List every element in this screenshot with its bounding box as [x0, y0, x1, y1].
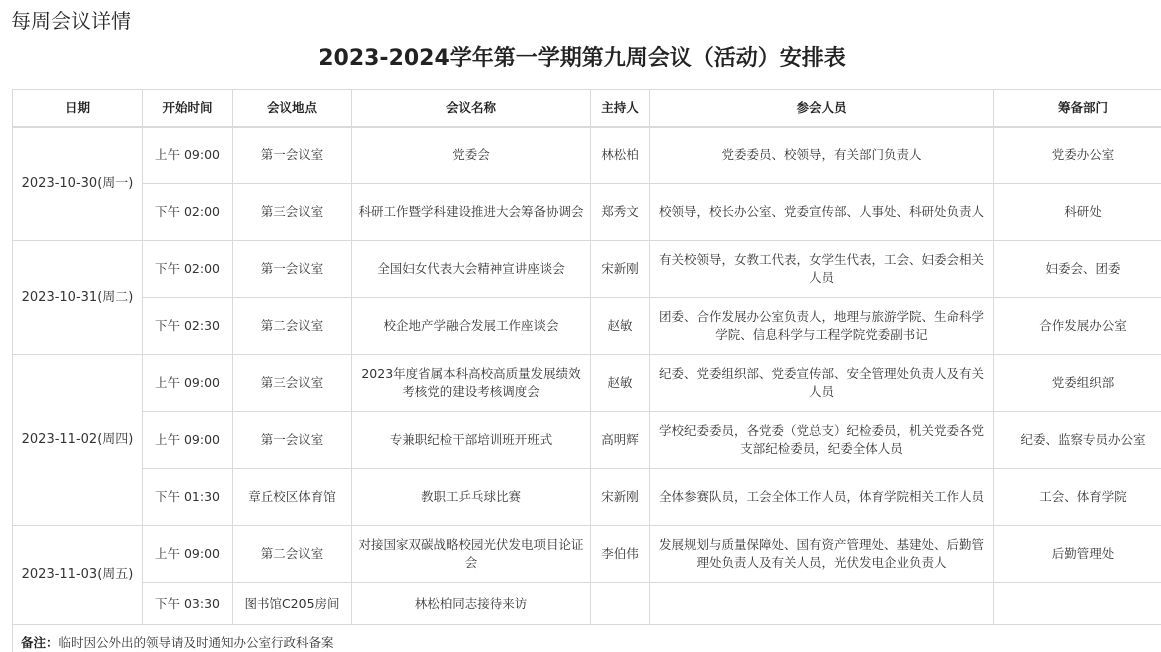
host-cell: 林松柏 — [591, 127, 650, 184]
document-title: 2023-2024学年第一学期第九周会议（活动）安排表 — [318, 46, 846, 71]
department-cell: 工会、体育学院 — [994, 469, 1161, 526]
location-cell: 章丘校区体育馆 — [233, 469, 352, 526]
location-cell: 第一会议室 — [233, 241, 352, 298]
attendees-cell: 学校纪委委员，各党委（党总支）纪检委员，机关党委各党支部纪检委员，纪委全体人员 — [650, 412, 994, 469]
page-heading: 每周会议详情 — [11, 9, 131, 33]
meeting-name-cell: 校企地产学融合发展工作座谈会 — [352, 298, 591, 355]
host-cell: 李伯伟 — [591, 526, 650, 583]
time-cell: 下午 01:30 — [143, 469, 233, 526]
department-cell: 妇委会、团委 — [994, 241, 1161, 298]
location-cell: 第三会议室 — [233, 184, 352, 241]
location-cell: 第一会议室 — [233, 412, 352, 469]
table-header-row — [13, 90, 1161, 127]
time-cell: 下午 02:00 — [143, 241, 233, 298]
department-cell: 合作发展办公室 — [994, 298, 1161, 355]
time-cell: 上午 09:00 — [143, 355, 233, 412]
column-header-host: 主持人 — [591, 90, 650, 127]
host-cell: 赵敏 — [591, 355, 650, 412]
table-row — [13, 184, 1161, 241]
attendees-cell: 校领导，校长办公室、党委宣传部、人事处、科研处负责人 — [650, 184, 994, 241]
attendees-cell: 党委委员、校领导，有关部门负责人 — [650, 127, 994, 184]
meeting-name-cell: 科研工作暨学科建设推进大会筹备协调会 — [352, 184, 591, 241]
date-cell: 2023-10-30(周一) — [13, 127, 143, 241]
host-cell: 赵敏 — [591, 298, 650, 355]
meeting-name-cell: 对接国家双碳战略校园光伏发电项目论证会 — [352, 526, 591, 583]
host-cell: 郑秀文 — [591, 184, 650, 241]
schedule-table — [12, 89, 1161, 652]
department-cell: 后勤管理处 — [994, 526, 1161, 583]
host-cell: 宋新刚 — [591, 241, 650, 298]
location-cell: 第二会议室 — [233, 526, 352, 583]
department-cell — [994, 583, 1161, 625]
date-cell: 2023-11-02(周四) — [13, 355, 143, 526]
column-header-start-time: 开始时间 — [143, 90, 233, 127]
time-cell: 上午 09:00 — [143, 412, 233, 469]
attendees-cell: 团委、合作发展办公室负责人，地理与旅游学院、生命科学学院、信息科学与工程学院党委副书记 — [650, 298, 994, 355]
date-cell: 2023-10-31(周二) — [13, 241, 143, 355]
note-cell — [13, 625, 1161, 652]
meeting-name-cell: 林松柏同志接待来访 — [352, 583, 591, 625]
department-cell: 纪委、监察专员办公室 — [994, 412, 1161, 469]
table-row — [13, 583, 1161, 625]
note-row — [13, 625, 1161, 652]
host-cell — [591, 583, 650, 625]
meeting-name-cell: 教职工乒乓球比赛 — [352, 469, 591, 526]
meeting-name-cell: 2023年度省属本科高校高质量发展绩效考核党的建设考核调度会 — [352, 355, 591, 412]
note-label: 备注： — [21, 634, 59, 650]
meeting-name-cell: 全国妇女代表大会精神宣讲座谈会 — [352, 241, 591, 298]
attendees-cell: 全体参赛队员，工会全体工作人员，体育学院相关工作人员 — [650, 469, 994, 526]
meeting-name-cell: 专兼职纪检干部培训班开班式 — [352, 412, 591, 469]
table-row — [13, 355, 1161, 412]
date-cell: 2023-11-03(周五) — [13, 526, 143, 625]
time-cell: 下午 02:00 — [143, 184, 233, 241]
time-cell: 下午 02:30 — [143, 298, 233, 355]
table-row — [13, 412, 1161, 469]
table-row — [13, 127, 1161, 184]
attendees-cell: 发展规划与质量保障处、国有资产管理处、基建处、后勤管理处负责人及有关人员，光伏发电企业负责人 — [650, 526, 994, 583]
department-cell: 党委组织部 — [994, 355, 1161, 412]
column-header-meeting-name: 会议名称 — [352, 90, 591, 127]
column-header-location: 会议地点 — [233, 90, 352, 127]
location-cell: 第一会议室 — [233, 127, 352, 184]
host-cell: 高明辉 — [591, 412, 650, 469]
host-cell: 宋新刚 — [591, 469, 650, 526]
column-header-date: 日期 — [13, 90, 143, 127]
note-text: 临时因公外出的领导请及时通知办公室行政科备案 — [58, 634, 334, 650]
attendees-cell — [650, 583, 994, 625]
time-cell: 下午 03:30 — [143, 583, 233, 625]
department-cell: 党委办公室 — [994, 127, 1161, 184]
column-header-attendees: 参会人员 — [650, 90, 994, 127]
location-cell: 图书馆C205房间 — [233, 583, 352, 625]
table-row — [13, 526, 1161, 583]
meeting-name-cell: 党委会 — [352, 127, 591, 184]
table-row — [13, 469, 1161, 526]
column-header-department: 筹备部门 — [994, 90, 1161, 127]
department-cell: 科研处 — [994, 184, 1161, 241]
attendees-cell: 有关校领导，女教工代表，女学生代表，工会、妇委会相关人员 — [650, 241, 994, 298]
table-row — [13, 241, 1161, 298]
location-cell: 第三会议室 — [233, 355, 352, 412]
location-cell: 第二会议室 — [233, 298, 352, 355]
time-cell: 上午 09:00 — [143, 127, 233, 184]
table-row — [13, 298, 1161, 355]
attendees-cell: 纪委、党委组织部、党委宣传部、安全管理处负责人及有关人员 — [650, 355, 994, 412]
time-cell: 上午 09:00 — [143, 526, 233, 583]
